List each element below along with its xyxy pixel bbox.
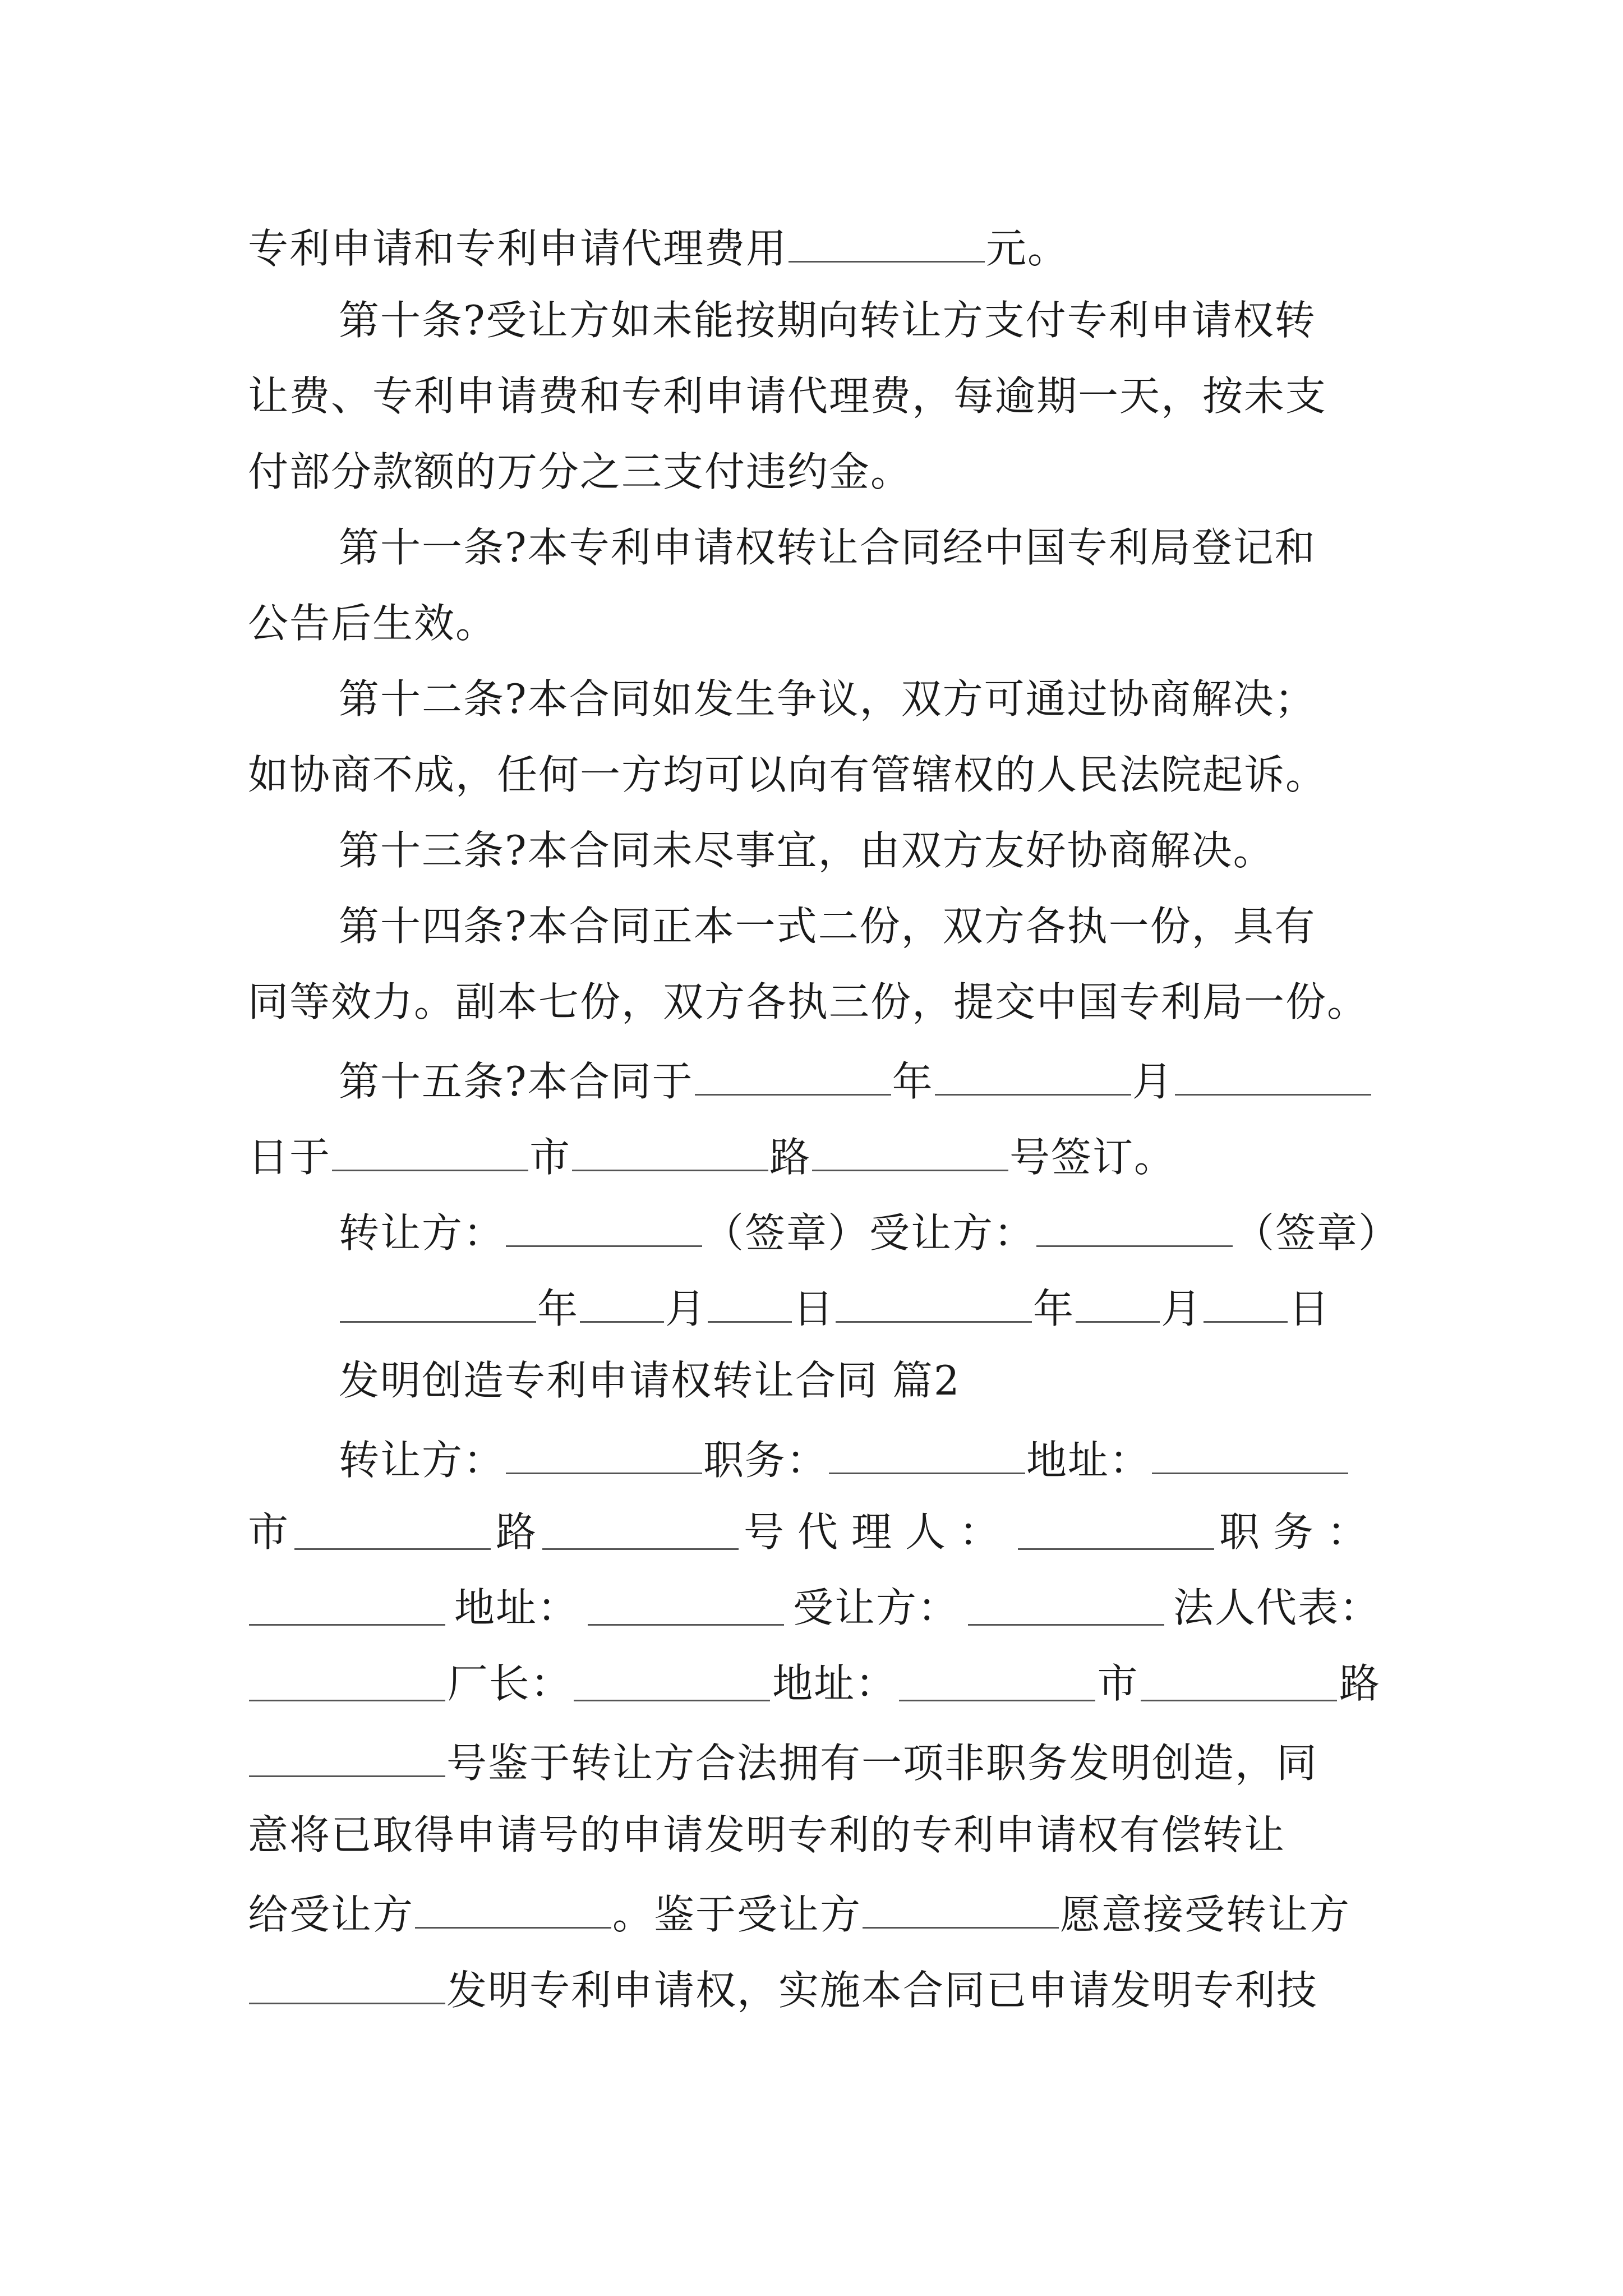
article-10-line-2 xyxy=(248,372,1381,420)
text: 元。 xyxy=(986,224,1069,272)
text: 路 xyxy=(1339,1660,1381,1707)
heading-text: 发明创造专利申请权转让合同 篇2 xyxy=(339,1357,961,1404)
part2-line-4 xyxy=(248,1660,1381,1707)
text: 受让方： xyxy=(792,1584,959,1631)
blank-field xyxy=(968,1588,1164,1626)
text: 让费、专利申请费和专利申请代理费，每逾期一天，按未支 xyxy=(248,372,1327,420)
date-line xyxy=(339,1285,1472,1332)
text: 地址： xyxy=(1026,1436,1151,1484)
blank-field xyxy=(415,1890,611,1929)
article-14-line-1 xyxy=(339,903,1381,950)
blank-field xyxy=(1076,1285,1160,1323)
text: 月 xyxy=(1132,1057,1174,1105)
blank-field xyxy=(506,1209,702,1247)
blank-field xyxy=(588,1588,784,1626)
part2-line-6 xyxy=(248,1811,1381,1858)
article-11-line-1 xyxy=(339,524,1381,571)
blank-field xyxy=(332,1133,528,1171)
signature-line xyxy=(339,1209,1472,1257)
text: 公告后生效。 xyxy=(248,600,497,647)
text: 厂长： xyxy=(447,1660,572,1707)
text: 意将已取得申请号的申请发明专利的专利申请权有偿转让 xyxy=(248,1811,1286,1858)
part2-line-7 xyxy=(248,1890,1381,1938)
text: 第十三条?本合同未尽事宜，由双方友好协商解决。 xyxy=(339,827,1275,874)
blank-field xyxy=(829,1436,1025,1474)
blank-field xyxy=(249,1739,445,1777)
blank-field xyxy=(708,1285,792,1323)
blank-field xyxy=(935,1057,1131,1096)
text: 第十五条?本合同于 xyxy=(339,1057,694,1105)
article-10-line-1 xyxy=(339,297,1381,344)
text: 转让方： xyxy=(339,1436,505,1484)
text: 如协商不成，任何一方均可以向有管辖权的人民法院起诉。 xyxy=(248,751,1327,798)
text: 日 xyxy=(793,1285,835,1332)
blank-field xyxy=(789,224,985,263)
text: 职务： xyxy=(703,1436,828,1484)
blank-field xyxy=(1152,1436,1348,1474)
blank-field xyxy=(1036,1209,1233,1247)
text: 法人代表： xyxy=(1173,1584,1381,1631)
text: 愿意接受转让方 xyxy=(1060,1890,1351,1938)
blank-field xyxy=(580,1285,664,1323)
blank-field xyxy=(899,1663,1095,1701)
blank-field xyxy=(249,1663,445,1701)
text: （签章）受让方： xyxy=(703,1209,1036,1257)
text: 职务： xyxy=(1219,1508,1381,1556)
text: 路 xyxy=(769,1133,811,1181)
text: 路 xyxy=(495,1508,537,1556)
blank-field xyxy=(1175,1057,1371,1096)
text: 第十一条?本专利申请权转让合同经中国专利局登记和 xyxy=(339,524,1316,571)
part2-line-3 xyxy=(248,1584,1381,1631)
text: 年 xyxy=(1033,1285,1075,1332)
blank-field xyxy=(542,1512,739,1550)
text: 年 xyxy=(537,1285,579,1332)
text: 月 xyxy=(1161,1285,1203,1332)
blank-field xyxy=(1141,1663,1337,1701)
text: 第十二条?本合同如发生争议，双方可通过协商解决； xyxy=(339,675,1316,723)
text: 号鉴于转让方合法拥有一项非职务发明创造，同 xyxy=(446,1739,1318,1787)
text: 第十四条?本合同正本一式二份，双方各执一份，具有 xyxy=(339,903,1316,950)
text: 。鉴于受让方 xyxy=(612,1890,862,1938)
text: 年 xyxy=(892,1057,934,1105)
article-11-line-2 xyxy=(248,600,1381,647)
article-15-line-1 xyxy=(339,1057,1472,1105)
text: 号签订。 xyxy=(1009,1133,1176,1181)
article-14-line-2 xyxy=(248,978,1381,1025)
blank-field xyxy=(863,1890,1059,1929)
article-12-line-1 xyxy=(339,675,1381,723)
blank-field xyxy=(340,1285,536,1323)
blank-field xyxy=(249,1966,445,2004)
blank-field xyxy=(574,1663,770,1701)
contract-line xyxy=(248,224,1381,272)
blank-field xyxy=(506,1436,702,1474)
blank-field xyxy=(1018,1512,1214,1550)
blank-field xyxy=(695,1057,891,1096)
text: 地址： xyxy=(454,1584,579,1631)
text: 号代理人： xyxy=(743,1508,1013,1556)
text: 日于 xyxy=(248,1133,331,1181)
text: 市 xyxy=(529,1133,571,1181)
blank-field xyxy=(249,1588,445,1626)
text: 专利申请和专利申请代理费用 xyxy=(248,224,788,272)
part2-line-1 xyxy=(339,1436,1472,1484)
article-15-line-2 xyxy=(248,1133,1381,1181)
blank-field xyxy=(1204,1285,1288,1323)
blank-field xyxy=(836,1285,1032,1323)
text: （签章） xyxy=(1234,1209,1400,1257)
text: 付部分款额的万分之三支付违约金。 xyxy=(248,448,912,495)
text: 市 xyxy=(1097,1660,1139,1707)
blank-field xyxy=(812,1133,1008,1171)
article-13-line-1 xyxy=(339,827,1472,874)
text: 发明专利申请权，实施本合同已申请发明专利技 xyxy=(446,1966,1318,2014)
blank-field xyxy=(294,1512,491,1550)
text: 第十条?受让方如未能按期向转让方支付专利申请权转 xyxy=(339,297,1316,344)
article-10-line-3 xyxy=(248,448,1381,495)
text: 月 xyxy=(665,1285,707,1332)
text: 给受让方 xyxy=(248,1890,414,1938)
text: 同等效力。副本七份，双方各执三份，提交中国专利局一份。 xyxy=(248,978,1369,1025)
text: 日 xyxy=(1289,1285,1331,1332)
blank-field xyxy=(572,1133,768,1171)
part2-line-8 xyxy=(248,1966,1381,2014)
text: 地址： xyxy=(772,1660,897,1707)
part2-line-5 xyxy=(248,1739,1381,1787)
part2-line-2 xyxy=(248,1508,1381,1556)
section-heading xyxy=(339,1357,1472,1404)
text: 市 xyxy=(248,1508,290,1556)
text: 转让方： xyxy=(339,1209,505,1257)
article-12-line-2 xyxy=(248,751,1381,798)
